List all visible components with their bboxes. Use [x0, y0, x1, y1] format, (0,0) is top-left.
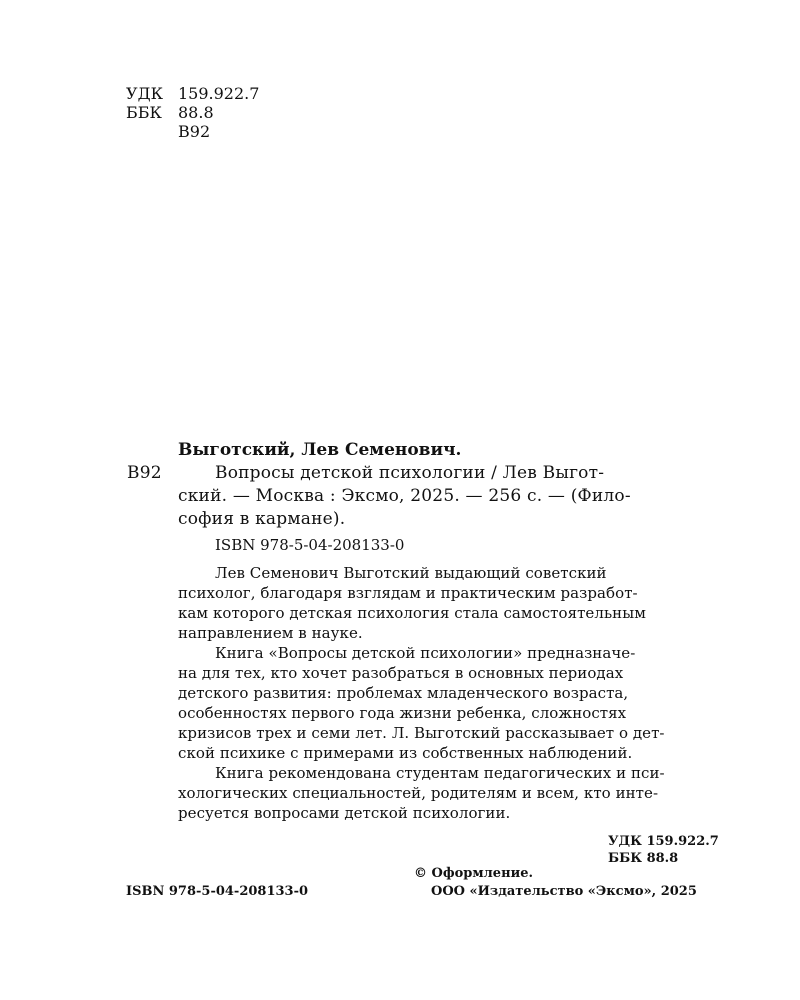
isbn-record: ISBN 978-5-04-208133-0 — [215, 536, 405, 554]
annotation-line-5: Книга «Вопросы детской психологии» предназначе- — [215, 644, 636, 662]
bbk-label: ББК — [126, 103, 162, 122]
author-heading: Выготский, Лев Семенович. — [178, 440, 462, 460]
annotation-line-13: ресуется вопросами детской психологии. — [178, 804, 511, 822]
annotation-line-12: хологических специальностей, родителям и всем, кто инте- — [178, 784, 659, 802]
annotation-line-6: на для тех, кто хочет разобраться в основных периодах — [178, 664, 624, 682]
copyright-line-1: © Оформление. — [414, 866, 534, 881]
udk-code-top — [126, 84, 259, 103]
annotation-line-1: Лев Семенович Выготский выдающий советский — [215, 564, 607, 582]
annotation-line-3: кам которого детская психология стала самостоятельным — [178, 604, 646, 622]
annotation-line-11: Книга рекомендована студентам педагогических и пси- — [215, 764, 665, 782]
isbn-footer: ISBN 978-5-04-208133-0 — [126, 884, 309, 899]
bib-line-2: ский. — Москва : Эксмо, 2025. — 256 с. — (Фило- — [178, 486, 631, 506]
bbk-code-top — [126, 103, 214, 122]
annotation-line-4: направлением в науке. — [178, 624, 363, 642]
annotation-line-9: кризисов трех и семи лет. Л. Выготский рассказывает о дет- — [178, 724, 665, 742]
bib-line-3: софия в кармане). — [178, 509, 346, 529]
copyright-line-2: ООО «Издательство «Эксмо», 2025 — [431, 884, 697, 899]
annotation-line-7: детского развития: проблемах младенческого возраста, — [178, 684, 629, 702]
annotation-line-2: психолог, благодаря взглядам и практическим разработ- — [178, 584, 638, 602]
udk-value: 159.922.7 — [178, 84, 260, 103]
udk-label: УДК — [126, 84, 163, 103]
udk-code-bottom: УДК 159.922.7 — [608, 834, 719, 849]
author-mark-top: В92 — [178, 122, 211, 141]
bbk-code-bottom: ББК 88.8 — [608, 851, 679, 866]
annotation-line-8: особенностях первого года жизни ребенка, сложностях — [178, 704, 627, 722]
annotation-line-10: ской психике с примерами из собственных наблюдений. — [178, 744, 633, 762]
author-mark-record: В92 — [127, 463, 162, 483]
bbk-value: 88.8 — [178, 103, 214, 122]
bib-line-1: Вопросы детской психологии / Лев Выгот- — [215, 463, 605, 483]
